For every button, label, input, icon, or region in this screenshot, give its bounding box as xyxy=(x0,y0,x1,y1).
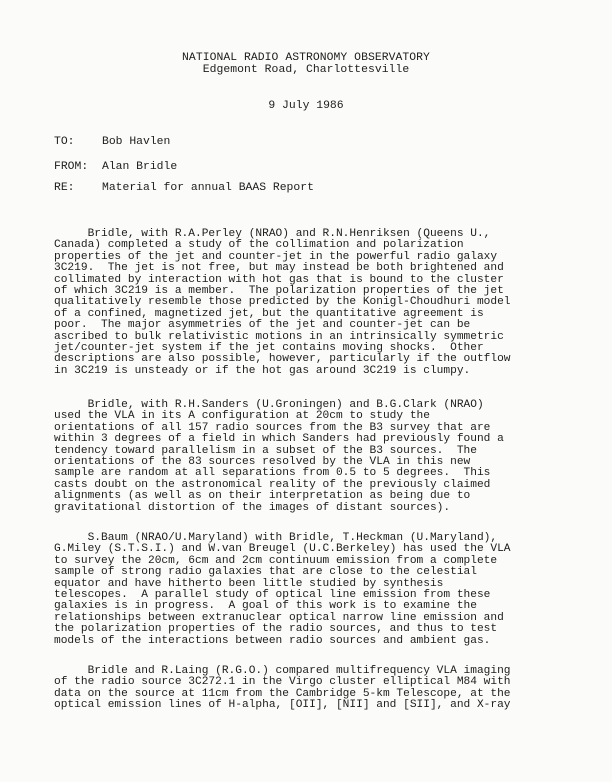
re-line xyxy=(54,182,314,195)
paragraph-line: sample of strong radio galaxies that are close to the celestial xyxy=(54,566,477,579)
re-value: Material for annual BAAS Report xyxy=(102,182,314,194)
paragraph-line: the polarization properties of the radio sources, and thus to test xyxy=(54,623,498,636)
paragraph-line: galaxies is in progress. A goal of this work is to examine the xyxy=(54,600,477,613)
paragraph-line: data on the source at 11cm from the Cambridge 5-km Telescope, at the xyxy=(54,687,511,700)
paragraph-3 xyxy=(54,533,574,647)
from-label: FROM: xyxy=(54,161,89,173)
paragraph-line: gravitational distortion of the images of distant sources). xyxy=(54,501,451,514)
paragraph-line: models of the interactions between radio sources and ambient gas. xyxy=(54,634,491,647)
paragraph-line: tendency toward parallelism in a subset of the B3 sources. The xyxy=(54,444,477,457)
paragraph-line: within 3 degrees of a field in which Sanders had previously found a xyxy=(54,433,504,446)
paragraph-line: Canada) completed a study of the collimation and polarization xyxy=(54,239,464,252)
paragraph-line: casts doubt on the astronomical reality of the previously claimed xyxy=(54,478,491,491)
to-line xyxy=(54,136,170,149)
paragraph-line: alignments (as well as on their interpretation as being due to xyxy=(54,490,471,503)
paragraph-line: equator and have hitherto been little studied by synthesis xyxy=(54,577,444,590)
paragraph-line: collimated by interaction with hot gas that is bound to the cluster xyxy=(54,273,504,286)
from-value: Alan Bridle xyxy=(102,161,178,173)
paragraph-line: sample are random at all separations from 0.5 to 5 degrees. This xyxy=(54,467,491,480)
paragraph-line: to survey the 20cm, 6cm and 2cm continuum emission from a complete xyxy=(54,554,498,567)
paragraph-line: G.Miley (S.T.S.I.) and W.van Breugel (U.C.Berkeley) has used the VLA xyxy=(54,543,511,556)
paragraph-2 xyxy=(54,400,574,514)
paragraph-4 xyxy=(54,666,574,712)
paragraph-line: optical emission lines of H-alpha, [OII], [NII] and [SII], and X-ray xyxy=(54,699,511,712)
paragraph-line: of which 3C219 is a member. The polarization properties of the jet xyxy=(54,284,504,297)
paragraph-line: Bridle, with R.A.Perley (NRAO) and R.N.Henriksen (Queens U., xyxy=(54,228,491,240)
paragraph-line: ascribed to bulk relativistic motions in an intrinsically symmetric xyxy=(54,330,504,343)
to-label: TO: xyxy=(54,136,75,148)
paragraph-line: Bridle and R.Laing (R.G.O.) compared multifrequency VLA imaging xyxy=(54,665,511,677)
org-name: NATIONAL RADIO ASTRONOMY OBSERVATORY xyxy=(182,52,430,64)
paragraph-line: properties of the jet and counter-jet in the powerful radio galaxy xyxy=(54,250,498,263)
paragraph-line: Bridle, with R.H.Sanders (U.Groningen) and B.G.Clark (NRAO) xyxy=(54,399,484,411)
paragraph-1 xyxy=(54,229,574,377)
paragraph-line: jet/counter-jet system if the jet contains moving shocks. Other xyxy=(54,341,484,354)
paragraph-line: used the VLA in its A configuration at 20cm to study the xyxy=(54,410,430,423)
paragraph-line: qualitatively resemble those predicted by the Konigl-Choudhuri model xyxy=(54,296,511,309)
re-label: RE: xyxy=(54,182,75,194)
paragraph-line: 3C219. The jet is not free, but may instead be both brightened and xyxy=(54,262,504,275)
paragraph-line: of the radio source 3C272.1 in the Virgo cluster elliptical M84 with xyxy=(54,676,511,689)
to-value: Bob Havlen xyxy=(102,136,171,148)
paragraph-line: descriptions are also possible, however, particularly if the outflow xyxy=(54,353,511,366)
paragraph-line: of a confined, magnetized jet, but the quantitative agreement is xyxy=(54,307,484,320)
paragraph-line: relationships between extranuclear optical narrow line emission and xyxy=(54,611,504,624)
paragraph-line: poor. The major asymmetries of the jet and counter-jet can be xyxy=(54,319,471,332)
org-address: Edgemont Road, Charlottesville xyxy=(202,64,410,76)
paragraph-line: orientations of the 83 sources resolved by the VLA in this new xyxy=(54,455,471,468)
from-line xyxy=(54,161,177,174)
paragraph-line: S.Baum (NRAO/U.Maryland) with Bridle, T.Heckman (U.Maryland), xyxy=(54,532,498,544)
memo-date: 9 July 1986 xyxy=(268,100,344,112)
paragraph-line: orientations of all 157 radio sources from the B3 survey that are xyxy=(54,421,491,434)
paragraph-line: telescopes. A parallel study of optical line emission from these xyxy=(54,588,491,601)
paragraph-line: in 3C219 is unsteady or if the hot gas around 3C219 is clumpy. xyxy=(54,364,471,377)
